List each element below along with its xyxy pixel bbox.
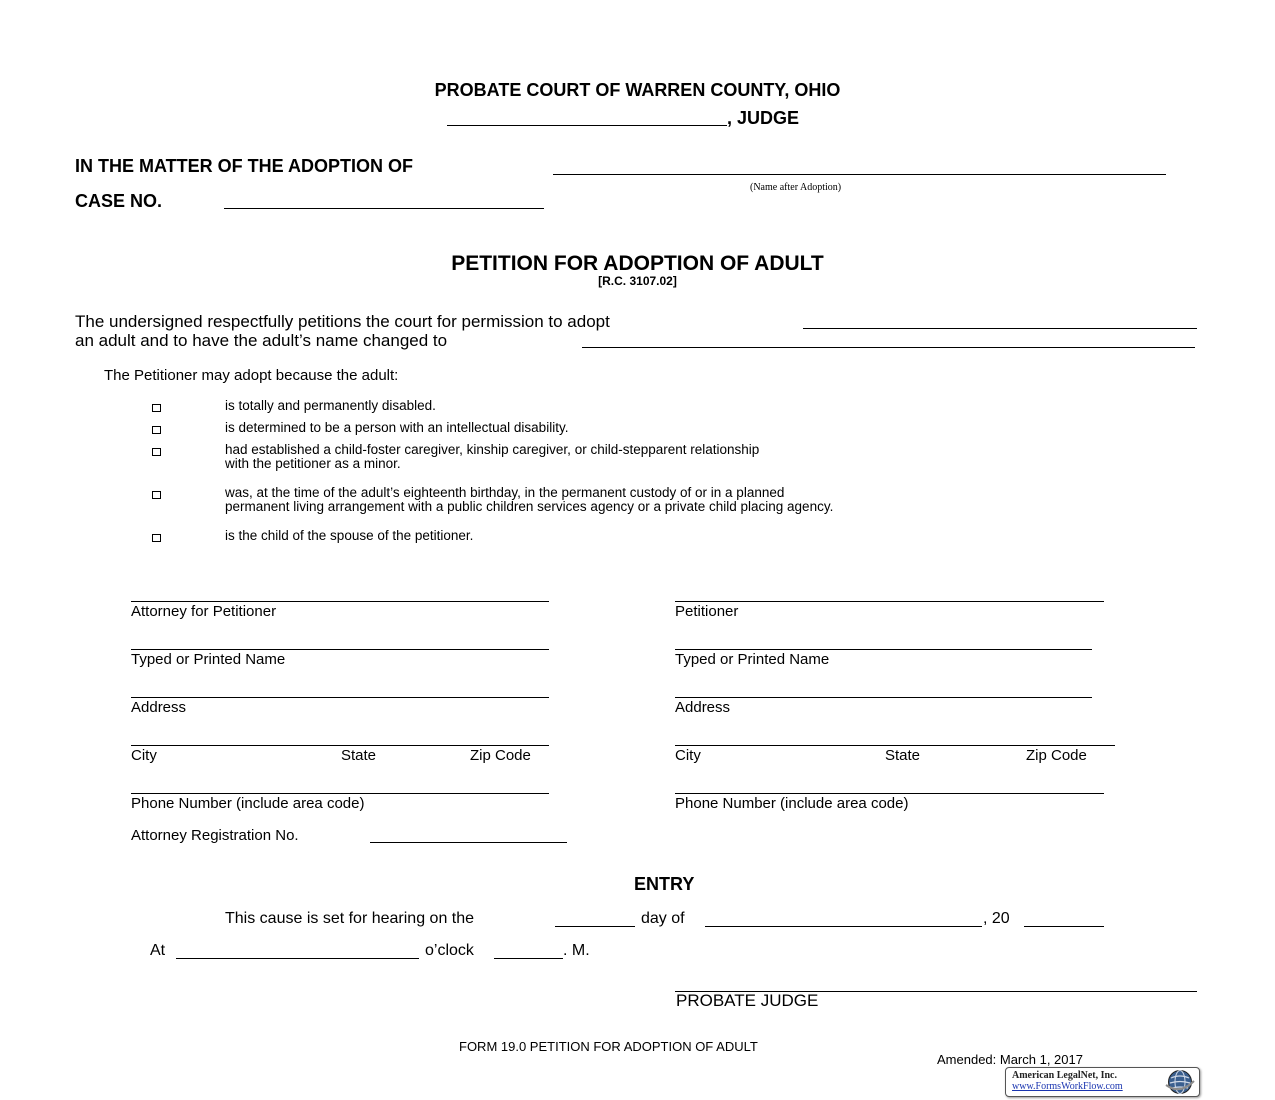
- petitioner-city-line[interactable]: [675, 745, 1115, 746]
- reason-checkbox-3[interactable]: [152, 448, 161, 456]
- petitioner-name-label: Typed or Printed Name: [675, 651, 830, 668]
- reason-checkbox-4[interactable]: [152, 491, 161, 499]
- reason-checkbox-1[interactable]: [152, 404, 161, 412]
- globe-icon: [1163, 1069, 1197, 1095]
- name-after-adoption-note: (Name after Adoption): [750, 182, 842, 193]
- year-prefix-text: , 20: [983, 910, 1010, 927]
- petitioner-address-label: Address: [675, 699, 731, 716]
- logo-company: American LegalNet, Inc.: [1012, 1070, 1117, 1081]
- hearing-day-line[interactable]: [555, 926, 635, 927]
- form-number: FORM 19.0 PETITION FOR ADOPTION OF ADULT: [459, 1039, 758, 1054]
- petitioner-name-line[interactable]: [675, 649, 1092, 650]
- reason-text-4a: was, at the time of the adult’s eighteenth birthday, in the permanent custody of or in a planned: [225, 485, 785, 500]
- petition-line-1: The undersigned respectfully petitions the court for permission to adopt: [75, 312, 610, 331]
- reason-text-2: is determined to be a person with an intellectual disability.: [225, 420, 569, 435]
- attorney-address-line[interactable]: [131, 697, 549, 698]
- petitioner-zip-label: Zip Code: [1026, 747, 1087, 764]
- hearing-year-line[interactable]: [1024, 926, 1104, 927]
- case-number-line[interactable]: [224, 208, 544, 209]
- adoptee-name-line[interactable]: [553, 174, 1166, 175]
- reason-text-5: is the child of the spouse of the petitioner.: [225, 528, 474, 543]
- attorney-phone-label: Phone Number (include area code): [131, 795, 365, 812]
- reason-text-3b: with the petitioner as a minor.: [225, 456, 401, 471]
- attorney-address-label: Address: [131, 699, 187, 716]
- reason-text-1: is totally and permanently disabled.: [225, 398, 436, 413]
- form-title: PETITION FOR ADOPTION OF ADULT: [451, 252, 824, 275]
- attorney-phone-line[interactable]: [131, 793, 549, 794]
- hearing-month-line[interactable]: [705, 926, 982, 927]
- hearing-time-line[interactable]: [176, 958, 419, 959]
- petitioner-signature-line[interactable]: [675, 601, 1104, 602]
- petitioner-city-label: City: [675, 747, 701, 764]
- petitioner-label: Petitioner: [675, 603, 739, 620]
- court-name: PROBATE COURT OF WARREN COUNTY, OHIO: [434, 80, 841, 100]
- meridiem-text: . M.: [563, 942, 590, 959]
- attorney-name-label: Typed or Printed Name: [131, 651, 286, 668]
- attorney-signature-line[interactable]: [131, 601, 549, 602]
- amended-date: Amended: March 1, 2017: [937, 1052, 1083, 1067]
- am-pm-line[interactable]: [494, 958, 563, 959]
- adoption-matter-label: IN THE MATTER OF THE ADOPTION OF: [75, 156, 413, 176]
- judge-label: , JUDGE: [727, 108, 800, 128]
- reason-checkbox-5[interactable]: [152, 534, 161, 542]
- logo-url[interactable]: www.FormsWorkFlow.com: [1012, 1081, 1123, 1092]
- oclock-text: o’clock: [425, 942, 474, 959]
- entry-heading: ENTRY: [634, 874, 695, 894]
- attorney-city-label: City: [131, 747, 157, 764]
- new-name-line[interactable]: [582, 347, 1195, 348]
- petitioner-state-label: State: [885, 747, 921, 764]
- reasons-intro: The Petitioner may adopt because the adult:: [104, 367, 399, 384]
- reason-text-3a: had established a child-foster caregiver, kinship caregiver, or child-stepparent relationship: [225, 442, 760, 457]
- attorney-registration-line[interactable]: [370, 842, 567, 843]
- attorney-label: Attorney for Petitioner: [131, 603, 277, 620]
- reason-text-4b: permanent living arrangement with a public children services agency or a private child placing agency.: [225, 499, 834, 514]
- petition-line-2: an adult and to have the adult’s name changed to: [75, 331, 448, 350]
- hearing-text: This cause is set for hearing on the: [225, 910, 475, 927]
- probate-judge-label: PROBATE JUDGE: [676, 991, 819, 1010]
- at-text: At: [150, 942, 166, 959]
- statute-reference: [R.C. 3107.02]: [598, 274, 677, 288]
- attorney-registration-label: Attorney Registration No.: [131, 827, 299, 844]
- day-of-text: day of: [641, 910, 685, 927]
- attorney-city-line[interactable]: [131, 745, 549, 746]
- publisher-logo[interactable]: [1005, 1067, 1200, 1097]
- judge-name-line[interactable]: [447, 125, 727, 126]
- attorney-zip-label: Zip Code: [470, 747, 531, 764]
- attorney-state-label: State: [341, 747, 377, 764]
- reason-checkbox-2[interactable]: [152, 426, 161, 434]
- adult-name-line[interactable]: [803, 328, 1197, 329]
- attorney-name-line[interactable]: [131, 649, 549, 650]
- petitioner-phone-label: Phone Number (include area code): [675, 795, 909, 812]
- case-number-label: CASE NO.: [75, 191, 163, 211]
- petitioner-address-line[interactable]: [675, 697, 1092, 698]
- petitioner-phone-line[interactable]: [675, 793, 1104, 794]
